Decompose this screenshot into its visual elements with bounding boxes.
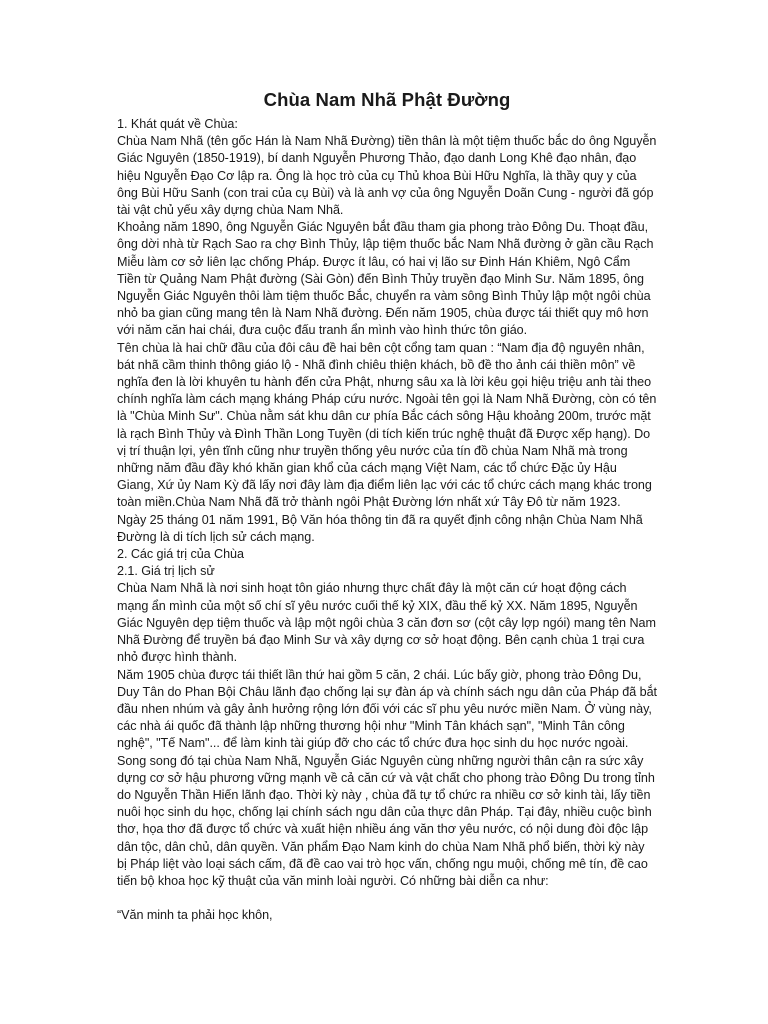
paragraph: Khoảng năm 1890, ông Nguyễn Giác Nguyên bắt đầu tham gia phong trào Đông Du. Thoạt đầu, ông dời nhà từ Rạch Sao ra chợ Bình Thủy, lập tiệm thuốc bắc Nam Nhã đường ở gần cầu Rạch Miễu làm cơ sở liên lạc chống Pháp. Được ít lâu, có hai vị lão sư Đinh Hán Khiêm, Ngô Cẩm Tiền từ Quảng Nam Phật đường (Sài Gòn) đến Bình Thủy truyền đạo Minh Sư. Năm 1895, ông Nguyễn Giác Nguyên thôi làm tiệm thuốc Bắc, chuyển ra vàm sông Bình Thủy lập một ngôi chùa nhỏ ba gian cũng mang tên là Nam Nhã đường. Đến năm 1905, chùa được tái thiết quy mô hơn với năm căn hai chái, đưa cuộc đấu tranh ẩn mình vào hình thức tôn giáo.: [117, 220, 654, 338]
paragraph: Năm 1905 chùa được tái thiết lần thứ hai gồm 5 căn, 2 chái. Lúc bấy giờ, phong trào Đông Du, Duy Tân do Phan Bội Châu lãnh đạo chống lại sự đàn áp và chính sách ngu dân của Pháp đã bắt đầu nhen nhúm và gây ảnh hưởng rộng lớn đối với các sĩ phu yêu nước miền Nam. Ở vùng này, các nhà ái quốc đã thành lập những thương hội như "Minh Tân khách sạn", "Minh Tân công nghệ", "Tế Nam"... để làm kinh tài giúp đỡ cho các tổ chức đưa học sinh du học nước ngoài.: [117, 667, 657, 751]
paragraph: Tên chùa là hai chữ đầu của đôi câu đề hai bên cột cổng tam quan : “Nam địa độ nguyên nhân, bát nhã cầm thinh thông giáo lộ - Nhã đình chiêu thiện khách, bồ đề tho ảnh cái thiền môn” về nghĩa đen là lời khuyên tu hành đến cửa Phật, nhưng sâu xa là lời kêu gọi hiệu triệu anh tài theo chính nghĩa làm cách mạng kháng Pháp cứu nước. Ngoài tên gọi là Nam Nhã Đường, còn có tên là "Chùa Minh Sư". Chùa nằm sát khu dân cư phía Bắc cách sông Hậu khoảng 200m, trước mặt là rạch Bình Thủy và Đình Thần Long Tuyền (di tích kiến trúc nghệ thuật đã Được xếp hạng). Do vị trí thuận lợi, yên tĩnh cũng như truyền thống yêu nước của tín đồ chùa Nam Nhã mà trong những năm đầu đầy khó khăn gian khổ của cách mạng Việt Nam, các tổ chức Đặc ủy Hậu Giang, Xứ ủy Nam Kỳ đã lấy nơi đây làm địa điểm liên lạc với các tổ chức cách mạng khác trong toàn miền.Chùa Nam Nhã đã trở thành ngôi Phật Đường lớn nhất xứ Tây Đô từ năm 1923.: [117, 340, 657, 510]
section-heading: 2. Các giá trị của Chùa: [117, 547, 244, 562]
poem-line: “Văn minh ta phải học khôn,: [117, 908, 273, 923]
subsection-heading: 2.1. Giá trị lịch sử: [117, 564, 215, 579]
document-page: [117, 88, 657, 925]
paragraph: Chùa Nam Nhã (tên gốc Hán là Nam Nhã Đường) tiền thân là một tiệm thuốc bắc do ông Nguyễn Giác Nguyên (1850-1919), bí danh Nguyễn Phương Thảo, đạo danh Long Khê đạo nhân, đạo hiệu Nguyễn Đạo Cơ lập ra. Ông là học trò của cụ Thủ khoa Bùi Hữu Nghĩa, là thầy quy y của ông Bùi Hữu Sanh (con trai của cụ Bùi) và là anh vợ của ông Nguyễn Doãn Cung - người đã góp tài vật chủ yếu xây dựng chùa Nam Nhã.: [117, 134, 657, 218]
blank-line: [117, 890, 657, 907]
section-heading: 1. Khát quát về Chùa:: [117, 117, 238, 131]
document-title: Chùa Nam Nhã Phật Đường: [263, 89, 511, 110]
paragraph: Ngày 25 tháng 01 năm 1991, Bộ Văn hóa thông tin đã ra quyết định công nhận Chùa Nam Nhã Đường là di tích lịch sử cách mạng.: [117, 512, 643, 544]
paragraph: Chùa Nam Nhã là nơi sinh hoạt tôn giáo nhưng thực chất đây là một căn cứ hoạt động cách mạng ẩn mình của một số chí sĩ yêu nước cuối thế kỷ XIX, đầu thế kỷ XX. Năm 1895, Nguyễn Giác Nguyên dẹp tiệm thuốc và lập một ngôi chùa 3 căn đơn sơ (cột cây lợp ngói) mang tên Nam Nhã Đường để truyền bá đạo Minh Sư và xây dựng cơ sở hoạt động. Bên cạnh chùa 1 trại cưa nhỏ được hình thành.: [117, 581, 656, 665]
paragraph: Song song đó tại chùa Nam Nhã, Nguyễn Giác Nguyên cùng những người thân cận ra sức xây dựng cơ sở hậu phương vững mạnh về cả căn cứ và vật chất cho phong trào Đông Du trong tỉnh do Nguyễn Thần Hiến lãnh đạo. Thời kỳ này , chùa đã tự tổ chức ra nhiều cơ sở kinh tài, lấy tiền nuôi học sinh du học, chống lại chính sách ngu dân của thực dân Pháp. Tại đây, nhiều cuộc bình thơ, họa thơ đã được tổ chức và xuất hiện nhiều áng văn thơ yêu nước, có nội dung đòi độc lập dân tộc, dân chủ, dân quyền. Văn phẩm Đạo Nam kinh do chùa Nam Nhã phổ biến, thời kỳ này bị Pháp liệt vào loại sách cấm, đã đề cao vai trò học vấn, chống ngu muội, chống mê tín, đề cao tiến bộ khoa học kỹ thuật của văn minh loài người. Có những bài diễn ca như:: [117, 753, 655, 888]
